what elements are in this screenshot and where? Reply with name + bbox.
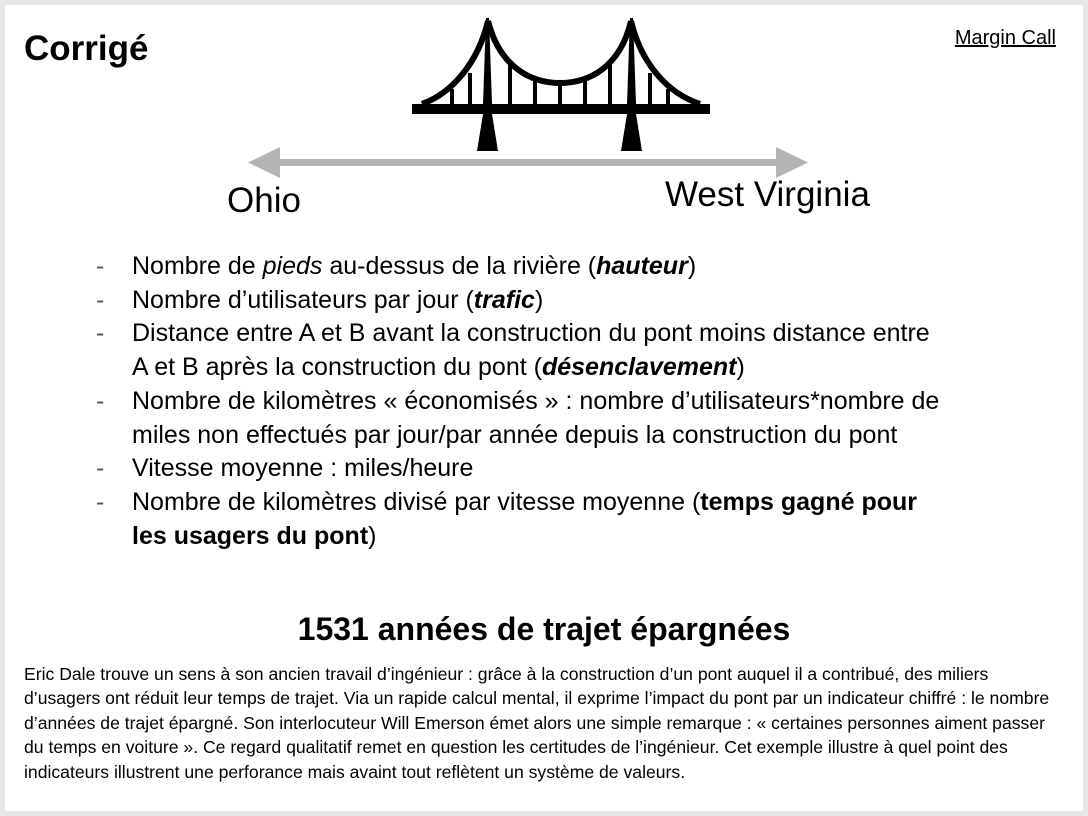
slide <box>5 5 1083 811</box>
margin-call-link[interactable]: Margin Call <box>954 27 1056 49</box>
list-item-text: ) <box>736 353 745 382</box>
list-item-text: désenclavement <box>541 353 737 382</box>
list-item-text: Nombre d’utilisateurs par jour ( <box>132 285 474 314</box>
bullet-dash: - <box>96 454 105 483</box>
list-item <box>85 452 945 486</box>
list-item <box>85 385 945 452</box>
page-title: Corrigé <box>24 29 149 68</box>
list-item-text: Nombre de kilomètres « économisés » : nombre d’utilisateurs*nombre de miles non effectués par jour/par année depuis la construction du pont <box>132 386 940 449</box>
bullet-dash: - <box>96 386 105 415</box>
list-item <box>85 250 945 284</box>
list-item-text: Distance entre A et B avant la construction du pont moins distance entre A et B après la construction du pont ( <box>132 319 930 382</box>
list-item <box>85 317 945 384</box>
list-item-text: Vitesse moyenne : miles/heure <box>132 454 474 483</box>
list-item-text: ) <box>368 521 377 550</box>
list-item-text: au-dessus de la rivière ( <box>322 252 597 280</box>
bullet-list <box>85 250 945 553</box>
list-item-text: ) <box>534 285 544 314</box>
state-label-ohio: Ohio <box>227 181 301 220</box>
list-item-text: Nombre de kilomètres divisé par vitesse moyenne ( <box>132 487 701 516</box>
summary-paragraph: Eric Dale trouve un sens à son ancien travail d’ingénieur : grâce à la construction d’un pont auquel il a contribué, des miliers d’usagers ont réduit leur temps de trajet. Via un rapide calcul mental, il exprime l’impact du pont par un indicateur chiffré : le nombre d’années de trajet épargné. Son interlocuteur Will Emerson émet alors une simple remarque : « certaines personnes aiment passer du temps en voiture ». Ce regard qualitatif remet en question les certitudes de l’ingénieur. Cet exemple illustre à quel point des indicateurs illustrent une perforance mais avaint tout reflètent un système de valeurs. <box>24 664 1050 782</box>
headline: 1531 années de trajet épargnées <box>297 611 791 647</box>
bullet-dash: - <box>96 252 105 280</box>
list-item-text: trafic <box>473 285 535 314</box>
list-item-text: ) <box>687 252 697 280</box>
list-item <box>85 284 945 318</box>
bullet-dash: - <box>96 319 105 348</box>
list-item-text: hauteur <box>596 252 688 280</box>
list-item-text: Nombre de <box>132 252 263 280</box>
list-item <box>85 486 945 553</box>
bridge-icon <box>412 13 710 153</box>
list-item-text: pieds <box>262 252 323 280</box>
bullet-dash: - <box>96 487 105 516</box>
state-label-west-virginia: West Virginia <box>665 175 870 214</box>
bullet-dash: - <box>96 285 105 314</box>
list-item-text: temps gagné pour les usagers du pont <box>132 487 917 550</box>
